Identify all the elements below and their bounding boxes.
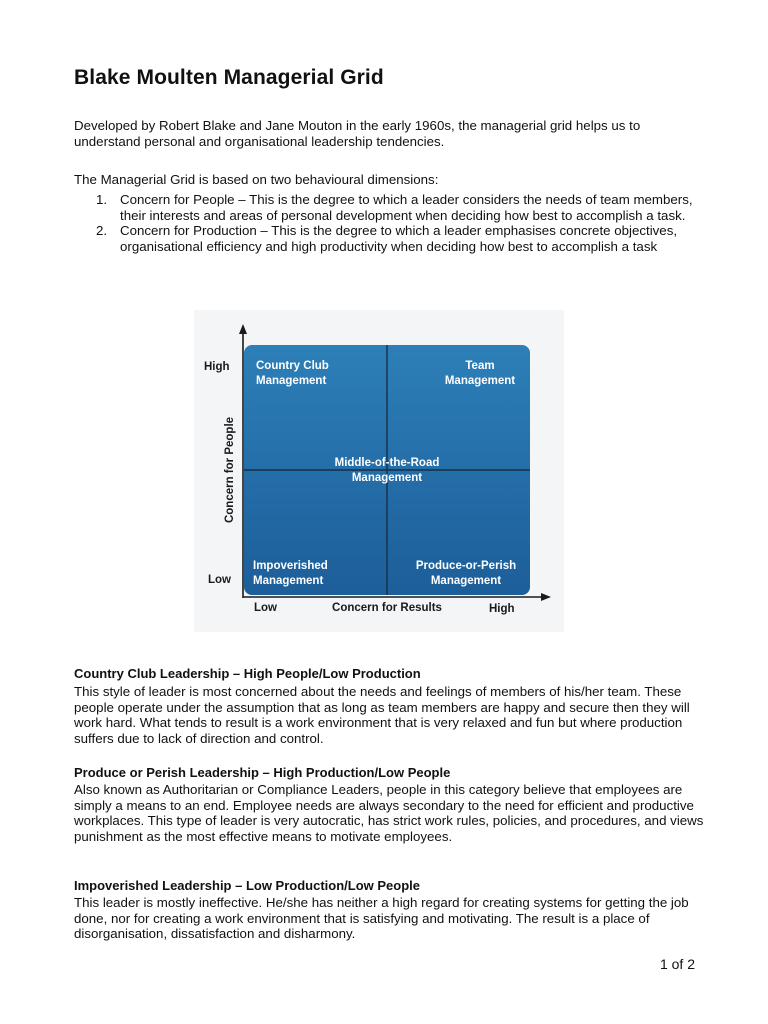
page-title: Blake Moulten Managerial Grid — [74, 66, 384, 89]
section-body: This style of leader is most concerned about the needs and feelings of members of his/her team. These people operate under the assumption that as long as team members are happy and secure then they will work hard. What tends to result is a work environment that is very relaxed and fun but where production suffers due to lack of direction and control. — [74, 684, 690, 746]
x-axis-high-label: High — [489, 603, 515, 615]
x-axis-low-label: Low — [254, 602, 277, 614]
dimensions-list — [74, 192, 704, 254]
list-item — [74, 192, 704, 223]
quadrant-top-left-line2: Management — [256, 375, 327, 387]
quadrant-bottom-left-line1: Impoverished — [253, 560, 328, 572]
list-item-text: Concern for Production – This is the degree to which a leader emphasises concrete objectives, organisational efficiency and high productivity when deciding how best to accomplish a task — [120, 223, 678, 254]
list-item-text: Concern for People – This is the degree to which a leader considers the needs of team members, their interests and areas of personal development when deciding how best to accomplish a task. — [120, 192, 693, 223]
list-item — [74, 223, 704, 254]
dimensions-intro: The Managerial Grid is based on two behavioural dimensions: — [74, 172, 439, 187]
list-item-number: 2. — [96, 223, 108, 239]
list-item-number: 1. — [96, 192, 108, 207]
x-axis-title: Concern for Results — [332, 602, 442, 614]
y-axis-high-label: High — [204, 361, 230, 373]
section-heading: Produce or Perish Leadership – High Production/Low People — [74, 765, 451, 780]
section-body: Also known as Authoritarian or Compliance Leaders, people in this category believe that employees are simply a means to an end. Employee needs are always secondary to the need for efficient and productive workplaces. This type of leader is very autocratic, has strict work rules, policies, and procedures, and views punishment as the most effective means to motivate employees. — [74, 782, 704, 844]
section-body: This leader is mostly ineffective. He/she has neither a high regard for creating systems for getting the job done, nor for creating a work environment that is satisfying and motivating. The result is a place of disorganisation, dissatisfaction and disharmony. — [74, 895, 689, 942]
y-axis-title: Concern for People — [224, 416, 236, 524]
intro-paragraph: Developed by Robert Blake and Jane Mouton in the early 1960s, the managerial grid helps us to understand personal and organisational leadership tendencies. — [74, 118, 641, 149]
section-heading: Impoverished Leadership – Low Production/Low People — [74, 878, 420, 893]
section-heading: Country Club Leadership – High People/Low Production — [74, 666, 421, 681]
quadrant-bottom-left-line2: Management — [253, 575, 324, 587]
quadrant-top-right-line2: Management — [444, 375, 516, 387]
quadrant-center-line1: Middle-of-the-Road — [334, 457, 440, 469]
quadrant-bottom-right-line2: Management — [430, 575, 502, 587]
page-number: 1 of 2 — [659, 956, 695, 972]
quadrant-bottom-right-line1: Produce-or-Perish — [415, 560, 517, 572]
quadrant-top-right-line1: Team — [465, 360, 495, 372]
managerial-grid-figure — [194, 310, 564, 632]
quadrant-top-left-line1: Country Club — [256, 360, 329, 372]
y-axis-low-label: Low — [208, 574, 231, 586]
managerial-grid-diagram — [194, 310, 564, 632]
quadrant-center-line2: Management — [351, 472, 423, 484]
